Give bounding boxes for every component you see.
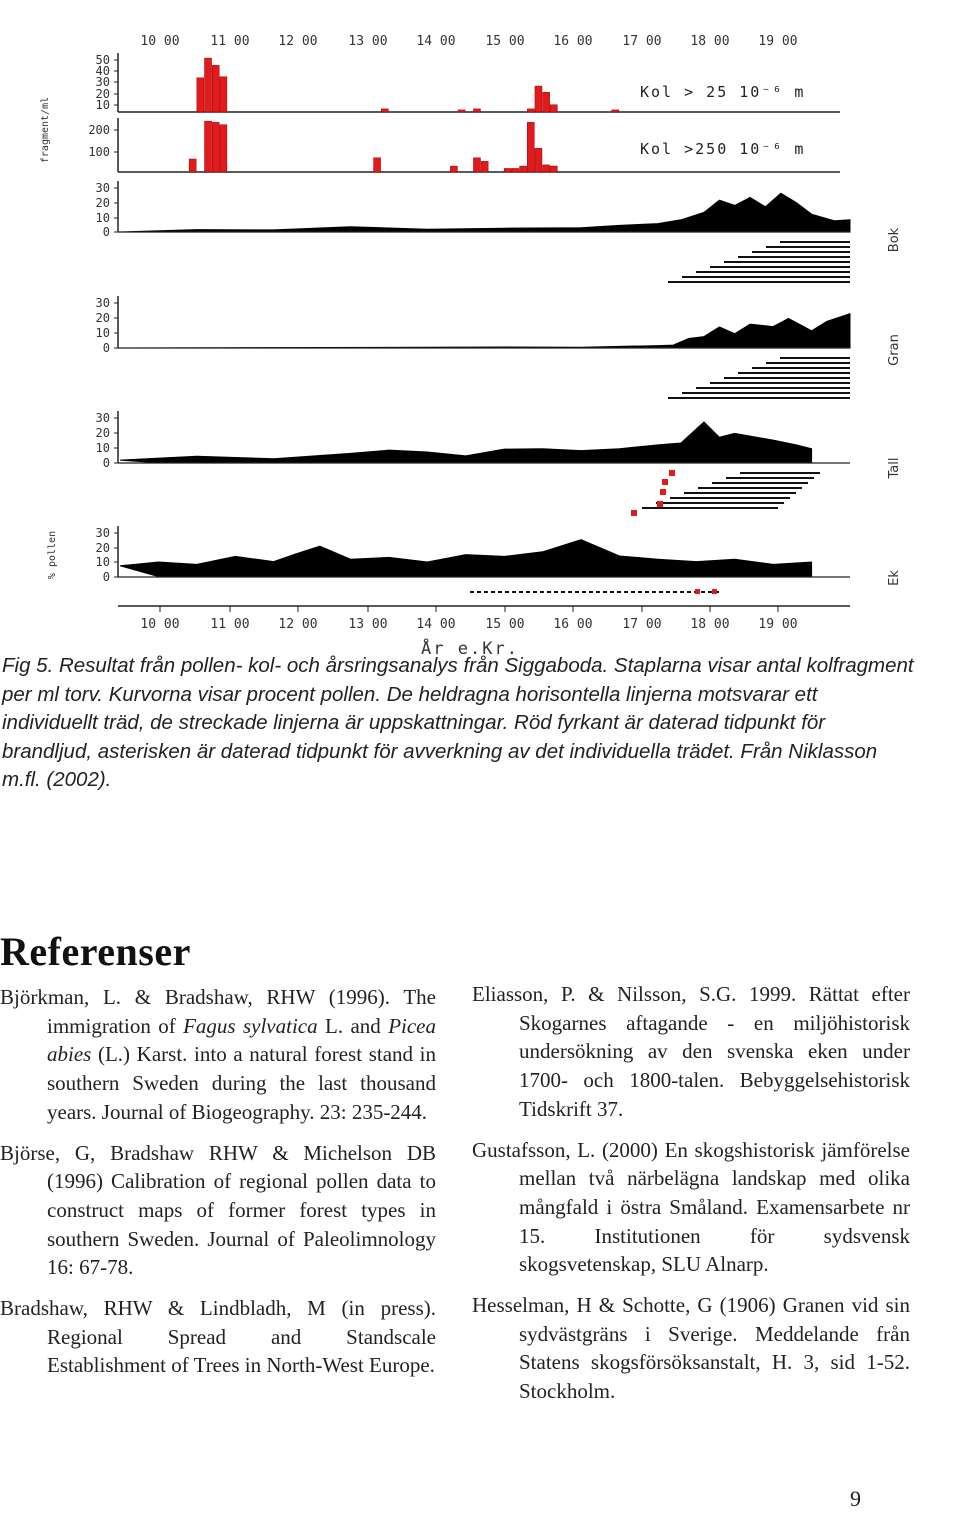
x-tick-label-top: 13 00 xyxy=(348,34,388,49)
fire-scar-marker xyxy=(712,589,717,594)
y-tick-label: 10 xyxy=(95,441,110,455)
y-tick-label: 10 xyxy=(95,211,110,225)
page-number: 9 xyxy=(850,1486,861,1511)
chart-panels xyxy=(88,53,902,612)
x-tick-label-bottom: 17 00 xyxy=(622,617,662,632)
x-tick-label-bottom: 13 00 xyxy=(348,617,388,632)
y-tick-label: 10 xyxy=(95,555,110,569)
y-tick-label: 0 xyxy=(102,225,110,239)
charcoal-bar xyxy=(504,168,511,172)
pollen-area xyxy=(120,193,850,232)
x-tick-label-bottom: 15 00 xyxy=(485,617,525,632)
references-left-column xyxy=(0,983,436,1392)
fire-scar-marker xyxy=(631,510,637,516)
x-tick-label-top: 11 00 xyxy=(210,34,250,49)
charcoal-bar xyxy=(612,110,619,112)
panel-bok xyxy=(96,181,850,282)
pollen-area xyxy=(120,422,812,463)
x-axis-label: År e.Kr. xyxy=(421,639,519,659)
y-group-label-fragment: fragment/ml xyxy=(40,96,51,164)
charcoal-bar xyxy=(212,65,219,112)
y-tick-label: 30 xyxy=(95,296,110,310)
charcoal-bar xyxy=(527,122,534,172)
charcoal-bar xyxy=(535,148,542,172)
y-tick-label: 30 xyxy=(95,181,110,195)
x-tick-label-bottom: 16 00 xyxy=(553,617,593,632)
charcoal-bar xyxy=(543,165,550,172)
y-tick-label: 50 xyxy=(95,53,110,67)
charcoal-bar xyxy=(535,86,542,112)
panel-tall xyxy=(96,411,850,516)
panel-gran xyxy=(96,296,850,398)
x-tick-labels-top xyxy=(140,34,797,49)
legend-label: Kol > 25 10⁻⁶ m xyxy=(640,83,806,101)
y-tick-label: 20 xyxy=(95,541,110,555)
x-tick-label-top: 16 00 xyxy=(553,34,593,49)
fire-scar-marker xyxy=(662,479,668,485)
pollen-charcoal-figure xyxy=(0,0,960,660)
pollen-area xyxy=(120,540,812,577)
x-tick-label-top: 17 00 xyxy=(622,34,662,49)
x-tick-label-top: 19 00 xyxy=(758,34,798,49)
fire-scar-marker xyxy=(669,470,675,476)
y-tick-label: 30 xyxy=(95,526,110,540)
reference-bradshaw: Bradshaw, RHW & Lindbladh, M (in press). Regional Spread and Standscale Establishment of Trees in North-West Europe. xyxy=(0,1296,436,1378)
charcoal-bar xyxy=(550,166,557,172)
x-tick-label-top: 18 00 xyxy=(690,34,730,49)
side-label-ek: Ek xyxy=(887,570,902,586)
charcoal-bar xyxy=(220,125,227,172)
pollen-area xyxy=(120,314,850,348)
x-tick-label-top: 12 00 xyxy=(278,34,318,49)
side-label-tall: Tall xyxy=(887,457,902,479)
y-tick-label: 20 xyxy=(95,426,110,440)
panel-kol-25-10-m xyxy=(96,53,840,112)
panel-kol-250-10-m xyxy=(88,118,840,172)
y-tick-label: 100 xyxy=(88,145,110,159)
x-tick-labels-bottom xyxy=(140,617,797,632)
charcoal-bar xyxy=(212,122,219,172)
y-tick-label: 0 xyxy=(102,456,110,470)
charcoal-bar xyxy=(205,121,212,172)
charcoal-bar xyxy=(381,109,388,112)
fire-scar-marker xyxy=(695,589,700,594)
charcoal-bar xyxy=(512,168,519,172)
x-tick-label-top: 14 00 xyxy=(416,34,456,49)
panel-ek xyxy=(96,526,850,594)
charcoal-bar xyxy=(543,92,550,112)
side-label-gran: Gran xyxy=(887,334,902,366)
reference-gustafsson: Gustafsson, L. (2000) En skogshistorisk jämförelse mellan två närbelägna landskap med olika mångfald i östra Småland. Examensarbete nr 15. Institutionen för sydsvensk skogsvetenskap, SLU Alnarp. xyxy=(472,1137,910,1277)
x-tick-label-top: 15 00 xyxy=(485,34,525,49)
x-tick-label-bottom: 14 00 xyxy=(416,617,456,632)
charcoal-bar xyxy=(481,161,488,172)
charcoal-bar xyxy=(205,58,212,112)
reference-bjorkman: Björkman, L. & Bradshaw, RHW (1996). The immigration of Fagus sylvatica L. and Picea abies (L.) Karst. into a natural forest stand in southern Sweden during the last thousand years. Journal of Biogeography. 23: 235-244. xyxy=(0,985,436,1124)
y-tick-label: 30 xyxy=(95,411,110,425)
fire-scar-marker xyxy=(657,501,663,507)
charcoal-bar xyxy=(473,158,480,172)
charcoal-bar xyxy=(550,105,557,112)
x-tick-label-bottom: 18 00 xyxy=(690,617,730,632)
y-tick-label: 20 xyxy=(95,87,110,101)
side-label-bok: Bok xyxy=(887,227,902,253)
charcoal-bar xyxy=(450,166,457,172)
legend-label: Kol >250 10⁻⁶ m xyxy=(640,140,806,158)
y-tick-label: 20 xyxy=(95,311,110,325)
x-tick-label-top: 10 00 xyxy=(140,34,180,49)
reference-hesselman: Hesselman, H & Schotte, G (1906) Granen vid sin sydvästgräns i Sverige. Meddelande från Statens skogsförsöksanstalt, H. 3, sid 1-52. Stockholm. xyxy=(472,1293,910,1404)
charcoal-bar xyxy=(458,110,465,112)
charcoal-bar xyxy=(374,158,381,172)
x-tick-label-bottom: 11 00 xyxy=(210,617,250,632)
reference-eliasson: Eliasson, P. & Nilsson, S.G. 1999. Rättat efter Skogarnes aftagande - en miljöhistorisk undersökning av den svenska eken under 1700- och 1800-talen. Bebyggelsehistorisk Tidskrift 37. xyxy=(472,982,910,1121)
y-tick-label: 30 xyxy=(95,75,110,89)
x-tick-label-bottom: 10 00 xyxy=(140,617,180,632)
y-tick-label: 200 xyxy=(88,123,110,137)
reference-bjorse: Björse, G, Bradshaw RHW & Michelson DB (1996) Calibration of regional pollen data to construct maps of former forest types in southern Sweden. Journal of Paleolimnology 16: 67-78. xyxy=(0,1140,436,1280)
x-tick-label-bottom: 19 00 xyxy=(758,617,798,632)
references-right-column xyxy=(472,980,910,1418)
fire-scar-marker xyxy=(660,489,666,495)
y-tick-label: 20 xyxy=(95,196,110,210)
charcoal-bar xyxy=(527,109,534,112)
y-tick-label: 10 xyxy=(95,326,110,340)
charcoal-bar xyxy=(197,78,204,112)
charcoal-bar xyxy=(220,77,227,112)
charcoal-bar xyxy=(473,109,480,112)
y-tick-label: 0 xyxy=(102,570,110,584)
charcoal-bar xyxy=(520,166,527,172)
y-tick-label: 0 xyxy=(102,341,110,355)
figure-caption: Fig 5. Resultat från pollen- kol- och årsringsanalys från Siggaboda. Staplarna visar antal kolfragment per ml torv. Kurvorna visar procent pollen. De heldragna horisontella linjerna motsvarar ett individuellt träd, de streckade linjerna är uppskattningar. Röd fyrkant är daterad tidpunkt för brandljud, asterisken är daterad tidpunkt för avverkning av det individuella trädet. Från Niklasson m.fl. (2002). xyxy=(2,654,914,792)
x-tick-label-bottom: 12 00 xyxy=(278,617,318,632)
references-heading: Referenser xyxy=(0,929,191,974)
y-group-label-pollen: % pollen xyxy=(47,530,58,580)
y-tick-label: 40 xyxy=(95,64,110,78)
charcoal-bar xyxy=(189,159,196,172)
y-tick-label: 10 xyxy=(95,98,110,112)
